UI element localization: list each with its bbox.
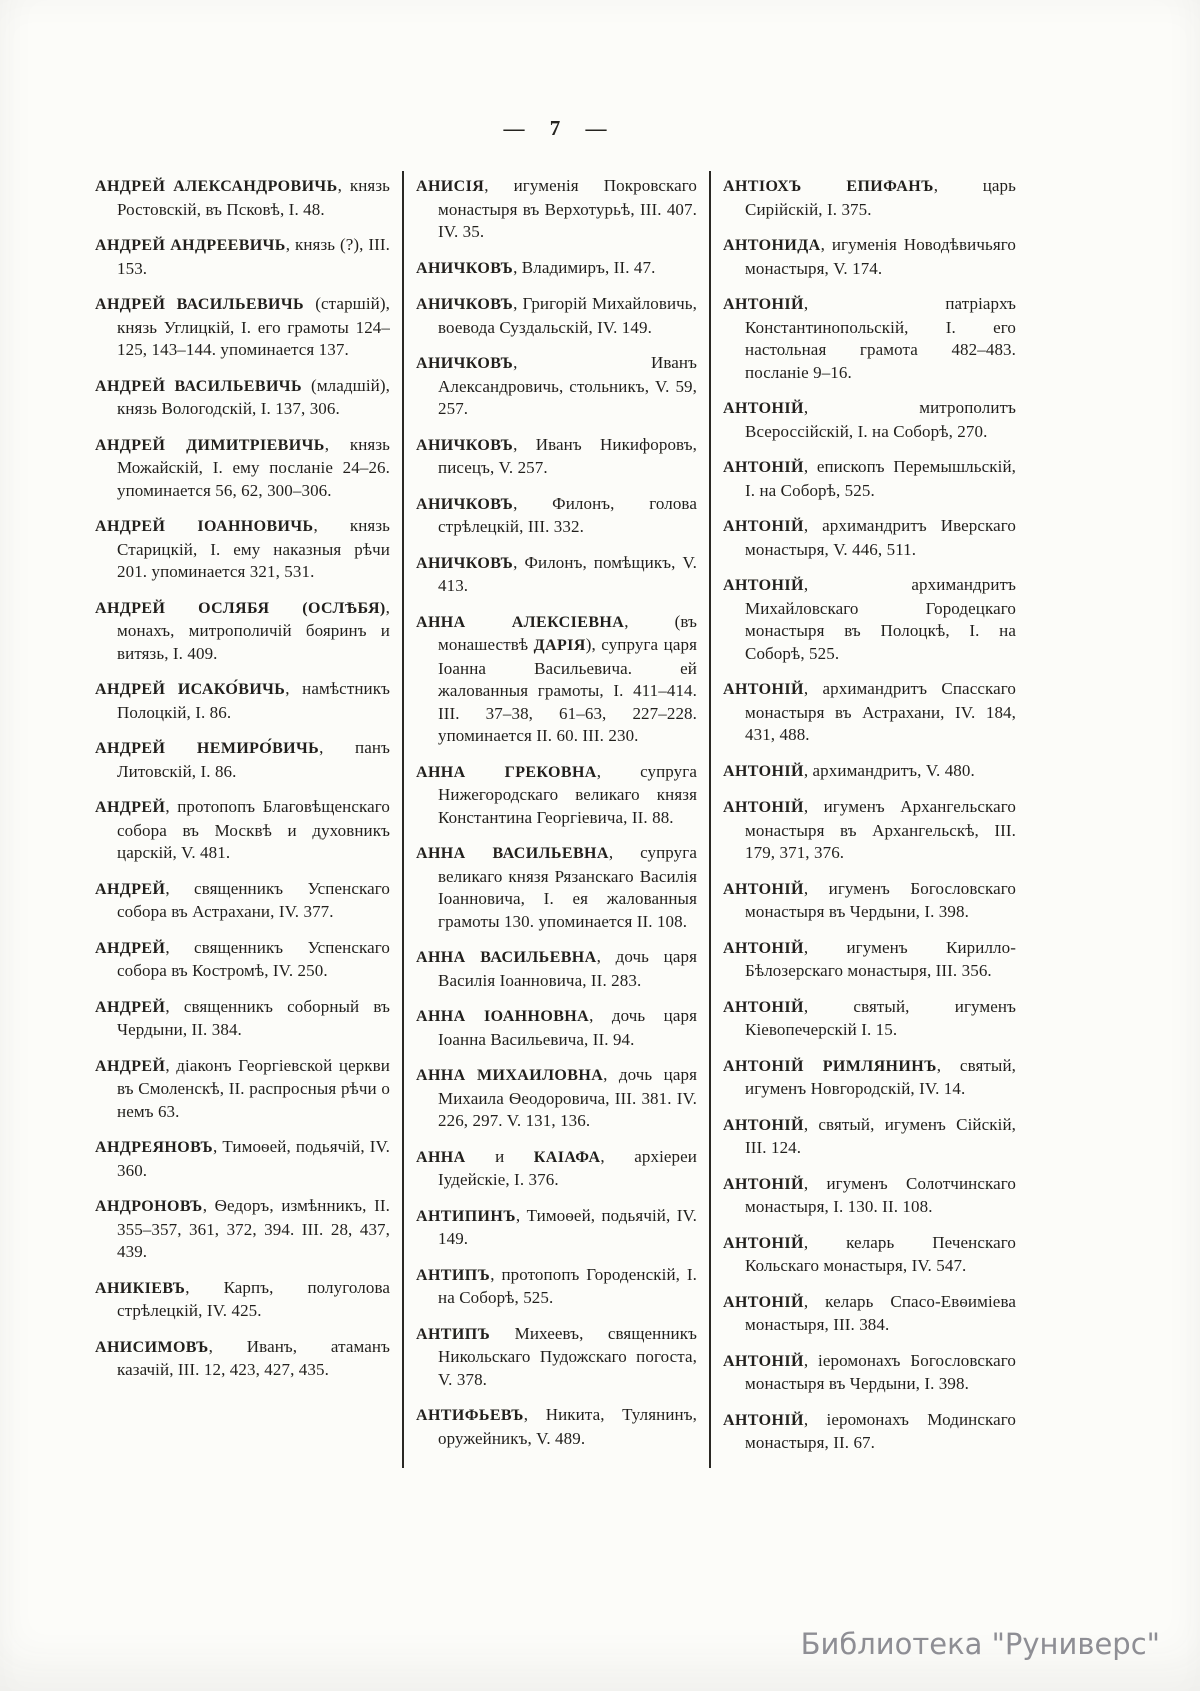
index-entry [723,1114,1016,1160]
index-entry [416,946,697,992]
entry-name: АНТОНІЙ [723,400,804,417]
index-entry [95,175,390,221]
entry-description: , намѣстникъ Полоцкій, I. 86. [117,679,390,722]
index-entry [95,796,390,865]
entry-description: , Ѳедоръ, измѣнникъ, II. 355–357, 361, 372, 394. III. 28, 437, 439. [117,1196,390,1261]
entry-name: АНТОНІЙ [723,1175,804,1193]
index-entry [95,375,390,421]
index-entry [723,937,1016,983]
entry-name: АНТОНІЙ [723,998,804,1016]
index-entry [723,456,1016,502]
entry-description: , игуменъ Богословскаго монастыря въ Чердыни, I. 398. [745,878,1016,921]
entry-description: , священникъ соборный въ Чердыни, II. 384. [117,996,390,1039]
index-entry [723,796,1016,865]
entry-description: , Тимоѳей, подьячій, IV. 149. [438,1205,697,1248]
index-entry [416,1323,697,1392]
entry-description: , игуменъ Кирилло-Бѣлозерскаго монастыря, III. 356. [745,937,1016,980]
entry-description: , игуменъ Архангельскаго монастыря въ Архангельскѣ, III. 179, 371, 376. [745,797,1016,862]
entry-name: АНДРЕЙ [95,880,166,898]
entry-name: АНТОНІЙ [723,939,804,957]
entry-name: АНТОНІЙ [723,1352,804,1370]
entry-description: , Иванъ Никифоровъ, писецъ, V. 257. [438,434,697,477]
entry-description: , іеромонахъ Богословскаго монастыря въ Чердыни, I. 398. [745,1350,1016,1393]
entry-name: АНТОНІЙ [723,681,804,698]
entry-description: , іеромонахъ Модинскаго монастыря, II. 67. [745,1409,1016,1452]
index-entry [723,397,1016,443]
index-entry [723,678,1016,747]
index-entry [416,175,697,244]
entry-description: , архимандритъ Иверскаго монастыря, V. 446, 511. [745,516,1016,559]
entry-description: , Григорій Михайловичь, воевода Суздальскій, IV. 149. [438,294,697,337]
entry-name: АНТОНІЙ [723,296,804,313]
entry-name: АНИСИМОВЪ [95,1338,209,1356]
entry-description: , дочь царя Михаила Ѳеодоровича, III. 381. IV. 226, 297. V. 131, 136. [438,1065,698,1130]
entry-description: , архимандритъ Михайловскаго Городецкаго монастыря въ Полоцкѣ, I. на Соборѣ, 525. [745,575,1016,663]
entry-description: , Никита, Тулянинъ, оружейникъ, V. 489. [438,1405,697,1448]
entry-description: , святый, игуменъ Кіевопечерскій I. 15. [745,996,1016,1039]
entry-name: АННА ІОАННОВНА [416,1008,590,1025]
index-entry [95,1136,390,1182]
index-entry [723,878,1016,924]
entry-description: (старшій), князь Углицкій, I. его грамоты 124–125, 143–144. упоминается 137. [117,294,390,359]
entry-name: АНТОНІЙ [723,577,804,594]
entry-name: АНИКІЕВЪ [95,1279,186,1297]
entry-description: , игуменія Покровскаго монастыря въ Верхотурьѣ, III. 407. IV. 35. [438,176,697,241]
entry-description: и [465,1146,534,1166]
entry-description: , дочь царя Василія Іоанновича, II. 283. [438,947,698,990]
index-entry [95,234,390,280]
entry-description: ), супруга царя Іоанна Васильевича. ей жалованныя грамоты, I. 411–414. III. 37–38, 61–63, 227–228. упоминается II. 60. III. 230. [438,635,697,745]
entry-name: АНТОНІЙ [723,762,804,780]
index-entry [723,1055,1016,1101]
entry-description: , епископъ Перемышльскій, I. на Соборѣ, 525. [745,457,1016,500]
entry-description: , игуменъ Солотчинскаго монастыря, I. 130. II. 108. [745,1173,1016,1216]
entry-name: АННА ВАСИЛЬЕВНА [416,949,597,966]
entry-name: АНДРЕЙ ИСАКО́ВИЧЬ [95,681,286,698]
index-columns [95,171,1017,1468]
entry-description: , патріархъ Константинопольскій, I. его настольная грамота 482–483. посланіе 9–16. [745,294,1016,382]
entry-name: АНТИФЬЕВЪ [416,1407,524,1424]
index-entry [416,1205,697,1251]
entry-name: АНТОНИДА [723,237,821,254]
index-entry [723,574,1016,665]
entry-name: АННА ГРЕКОВНА [416,763,597,781]
entry-name: АНДРЕЙ ВАСИЛЬЕВИЧЬ [95,296,305,313]
index-entry [723,1409,1016,1455]
index-entry [95,1277,390,1323]
entry-name: АННА [416,1148,466,1166]
page-number: — 7 — [503,116,607,140]
entry-name: АНТОНІЙ [723,1234,804,1252]
entry-name: АНИЧКОВЪ [416,554,514,572]
entry-name: АНТОНІЙ [723,518,804,535]
entry-name: АНДРЕЙ ІОАННОВИЧЬ [95,518,314,535]
entry-name: АНДРЕЙ [95,998,166,1016]
index-entry [95,1336,390,1382]
entry-name: АНДРЕЙ АНДРЕЕВИЧЬ [95,237,286,254]
watermark-runivers: Библиотека "Руниверс" [800,1627,1160,1661]
index-entry [416,842,697,933]
entry-description: , протопопъ Городенскій, I. на Соборѣ, 525. [438,1264,697,1307]
entry-name: АНТОНІЙ [723,459,804,476]
index-column-middle [402,171,709,1468]
entry-description: , Иванъ, атаманъ казачій, III. 12, 423, 427, 435. [117,1336,390,1379]
entry-description: , священникъ Успенскаго собора въ Астрахани, IV. 377. [117,878,390,921]
index-entry [95,597,390,666]
entry-description: , супруга Нижегородскаго великаго князя Константина Георгіевича, II. 88. [438,761,697,827]
entry-name: АНТИПЪ [416,1266,491,1284]
entry-name: АННА ВАСИЛЬЕВНА [416,845,609,862]
entry-description: , Филонъ, помѣщикъ, V. 413. [438,552,697,595]
entry-name: АНТОНІЙ [723,880,804,898]
entry-description: , Тимоѳей, подьячій, IV. 360. [117,1137,390,1180]
entry-name: АНИЧКОВЪ [416,355,514,372]
index-entry [416,611,697,748]
entry-description: , священникъ Успенскаго собора въ Костромѣ, IV. 250. [117,937,390,980]
index-entry [416,1005,697,1051]
entry-name: АНДРЕЙ ДИМИТРІЕВИЧЬ [95,436,325,454]
entry-description: (младшій), князь Вологодскій, I. 137, 306. [117,375,390,418]
entry-description: , князь Можайскій, I. ему посланіе 24–26. упоминается 56, 62, 300–306. [117,434,390,500]
index-entry [416,1064,697,1133]
entry-description: , діаконъ Георгіевской церкви въ Смоленскѣ, II. распросныя рѣчи о немъ 63. [117,1055,390,1121]
entry-description: , Иванъ Александровичь, стольникъ, V. 59, 257. [438,353,697,418]
entry-name: АНДРОНОВЪ [95,1198,203,1215]
entry-description: , (въ монашествѣ [438,611,697,654]
index-entry [723,760,1016,784]
index-entry [95,937,390,983]
entry-name: АНДРЕЙ ОСЛЯБЯ (ОСЛѢБЯ) [95,599,386,617]
index-entry [95,737,390,783]
entry-name: АНТОНІЙ [723,1411,804,1429]
index-column-left [95,171,402,1468]
entry-description: Михеевъ, священникъ Никольскаго Пудожскаго погоста, V. 378. [438,1323,697,1389]
entry-name: АННА АЛЕКСІЕВНА [416,613,625,631]
index-entry [95,678,390,724]
index-entry [723,1232,1016,1278]
entry-description: , супруга великаго князя Рязанскаго Василія Іоанновича, I. ея жалованныя грамоты 130. упоминается II. 108. [438,843,697,931]
index-entry [723,175,1016,221]
entry-description: , дочь царя Іоанна Васильевича, II. 94. [438,1006,698,1049]
entry-name: АНИЧКОВЪ [416,296,514,313]
index-entry [723,1350,1016,1396]
entry-name: АНТОНІЙ [723,799,804,816]
index-entry [723,515,1016,561]
entry-name: АНДРЕЙ [95,799,166,816]
entry-name: АНТИПИНЪ [416,1207,516,1225]
entry-name: АНИСІЯ [416,178,485,195]
index-entry [95,434,390,503]
entry-name: АНТІОХЪ ЕПИФАНЪ [723,178,934,195]
index-entry [95,996,390,1042]
index-entry [723,293,1016,384]
entry-name: АНДРЕЙ ВАСИЛЬЕВИЧЬ [95,377,302,395]
index-entry [723,1173,1016,1219]
entry-description: , архимандритъ Спасскаго монастыря въ Астрахани, IV. 184, 431, 488. [745,679,1016,744]
entry-description: , Филонъ, голова стрѣлецкій, III. 332. [438,493,697,536]
index-entry [416,1404,697,1450]
entry-name: АНТОНІЙ РИМЛЯНИНЪ [723,1057,937,1075]
entry-description: , Владимиръ, II. 47. [513,257,656,277]
entry-name: АНИЧКОВЪ [416,495,514,513]
index-entry [416,552,697,598]
index-entry [723,234,1016,280]
entry-description: , святый, игуменъ Сійскій, III. 124. [745,1114,1016,1157]
entry-name: АНДРЕЙ АЛЕКСАНДРОВИЧЬ [95,178,338,195]
entry-name: АНДРЕЯНОВЪ [95,1139,213,1156]
entry-description: , царь Сирійскій, I. 375. [745,176,1016,219]
index-entry [416,257,697,281]
entry-description: , митрополитъ Всероссійскій, I. на Соборѣ, 270. [745,398,1016,441]
entry-description: , Карпъ, полуголова стрѣлецкій, IV. 425. [117,1277,390,1320]
index-entry [416,352,697,421]
index-entry [416,1146,697,1192]
entry-name: АНДРЕЙ НЕМИРО́ВИЧЬ [95,740,320,757]
entry-description: , архимандритъ, V. 480. [803,760,975,780]
entry-description: , протопопъ Благовѣщенскаго собора въ Москвѣ и духовникъ царскій, V. 481. [117,797,390,862]
entry-name: АНТОНІЙ [723,1116,804,1134]
index-entry [723,996,1016,1042]
entry-name: АНДРЕЙ [95,1057,166,1075]
index-entry [416,761,697,830]
index-entry [416,1264,697,1310]
entry-name: АНИЧКОВЪ [416,259,514,277]
entry-description: , келарь Спасо-Евѳиміева монастыря, III. 384. [745,1291,1016,1334]
entry-description: , князь Старицкій, I. ему наказныя рѣчи 201. упоминается 321, 531. [117,516,390,581]
entry-description: , архіереи Іудейскіе, I. 376. [438,1146,697,1189]
entry-name: АНТИПЪ [416,1325,491,1343]
entry-description: , игуменія Новодѣвичьяго монастыря, V. 174. [745,235,1016,278]
entry-description: , келарь Печенскаго Кольскаго монастыря, IV. 547. [745,1232,1016,1275]
entry-description: , князь Ростовскій, въ Псковѣ, I. 48. [117,176,390,219]
index-entry [95,515,390,584]
index-entry [95,1055,390,1124]
entry-name: АНИЧКОВЪ [416,436,514,454]
index-entry [95,293,390,362]
entry-description: , панъ Литовскій, I. 86. [117,738,390,781]
entry-name: АННА МИХАИЛОВНА [416,1067,604,1084]
index-entry [95,1195,390,1264]
index-entry [416,493,697,539]
entry-name: ДАРІЯ [533,637,586,654]
entry-description: , монахъ, митрополичій бояринъ и витязь, I. 409. [117,597,390,663]
index-entry [95,878,390,924]
index-column-right [709,171,1016,1468]
index-entry [416,293,697,339]
entry-name: АНТОНІЙ [723,1293,804,1311]
index-entry [416,434,697,480]
entry-description: , князь (?), III. 153. [117,235,391,278]
entry-description: , святый, игуменъ Новгородскій, IV. 14. [745,1055,1016,1098]
index-entry [723,1291,1016,1337]
entry-name: АНДРЕЙ [95,939,166,957]
entry-name: КАІАФА [533,1148,601,1166]
